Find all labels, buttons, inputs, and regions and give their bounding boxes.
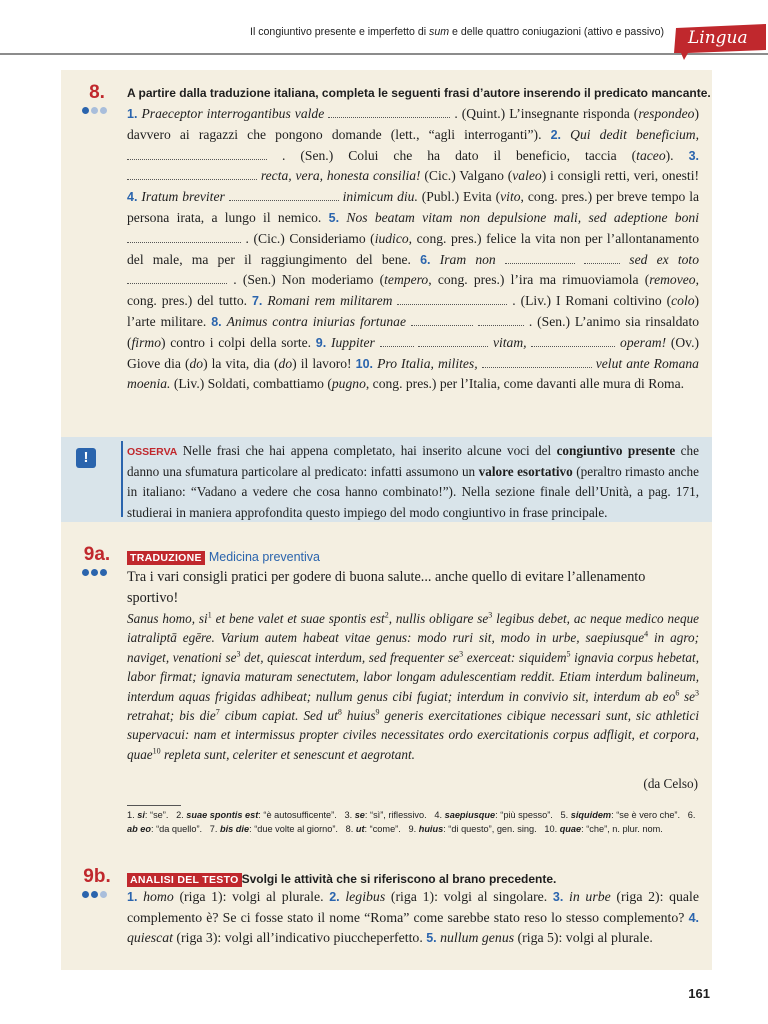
difficulty-dot-filled (100, 569, 107, 576)
answer-blank[interactable] (584, 253, 620, 264)
answer-blank[interactable] (478, 315, 524, 326)
exercise-number-9b: 9b. (83, 866, 111, 887)
page-number: 161 (688, 986, 710, 1001)
answer-blank[interactable] (505, 253, 575, 264)
osserva-text: OSSERVA Nelle frasi che hai appena completato, hai inserito alcune voci del congiuntivo presente che danno una sfumatura particolare al predicato: infatti assumono un valore esortativo (peraltro rimasto anche in italiano: “Vadano a vedere che cosa hanno combinato!”). Nella sezione finale dell’Unità, a pag. 171, studierai in maniera approfondita questo impiego del modo congiuntivo in frase principale. (127, 443, 699, 520)
difficulty-dot-empty (100, 107, 107, 114)
answer-blank[interactable] (127, 149, 267, 160)
exercise-9a-intro: Tra i vari consigli pratici per godere di buona salute... anche quello di evitare l’allenamento sportivo! (127, 569, 646, 606)
latin-passage: Sanus homo, $si^1$ et bene valet et suae spontis est$^2$, nullis obligare $se^3$ legibus debet, ac neque medico neque iatraliptā egēre. Varium autem habeat vitae genus: modo ruri sit, modo in urbe, saepiusque$^4$ in agro; naviget, venationi $se^3$ det, quiescat interdum, sed frequenter $se^3$ exerceat: siquidem$^5$ ignavia corpus hebetat, labor firmat; ignavia maturam senectutem, labor longam adulescentiam reddit. Etiam interdum balineum, interdum aquas frigidas adhibeat; nullum genus cibi fugiat; interdum in convivio sit, interdum ab $eo^6$ $se^3$ retrahat; bis die$^7$ cibum capiat. Sed $ut^8$ huius$^9$ generis exercitationes cibique necessari sunt, sic athletici supervacui: nam et intermissus propter civiles necessitates ordo exercitationis corpus adfligit, et corpora, quae$^{10}$ repleta sunt, celeriter et senescunt et aegrotant. (127, 610, 700, 762)
difficulty-dot-empty (91, 107, 98, 114)
answer-blank[interactable] (127, 232, 241, 243)
answer-blank[interactable] (127, 169, 257, 180)
difficulty-dot-filled (82, 891, 89, 898)
difficulty-dot-filled (82, 569, 89, 576)
answer-blank[interactable] (397, 294, 507, 305)
exercise-number-9a: 9a. (83, 544, 111, 565)
answer-blank[interactable] (127, 273, 227, 284)
passage-source: (da Celso) (643, 776, 698, 791)
answer-blank[interactable] (328, 107, 450, 118)
footnotes: 1. si: “se”. 2. suae spontis est: “è autosufficente”. 3. se: “sì”, riflessivo. 4. saepiusque: “più spesso”. 5. siquidem: “se è vero che”. 6. ab eo: “da quello”. 7. bis die: “due volte al giorno”. 8. ut: “come”. 9. huius: “di questo”, gen. sing. 10. quae: “che”, n. plur. nom. (127, 810, 696, 834)
difficulty-dots (82, 885, 109, 903)
difficulty-dot-filled (91, 569, 98, 576)
exercise-9a-title: Medicina preventiva (208, 550, 321, 564)
header-rule (0, 53, 768, 55)
answer-blank[interactable] (531, 336, 615, 347)
exercise-8-title: A partire dalla traduzione italiana, completa le seguenti frasi d’autore inserendo il predicato mancante. (127, 86, 711, 100)
exercise-9b-heading (127, 870, 556, 888)
exercise-9a-heading (127, 548, 320, 566)
exercise-9b-questions: 1. homo (riga 1): volgi al plurale. 2. legibus (riga 1): volgi al singolare. 3. in urbe (riga 2): quale complemento è? Se ci fosse stato il nome “Roma” come sarebbe stato reso lo stesso complemento? 4. quiescat (riga 3): volgi all’indicativo piuccheperfetto. 5. nullum genus (riga 5): volgi al plurale. (127, 889, 699, 946)
answer-blank[interactable] (229, 190, 339, 201)
difficulty-dot-filled (91, 891, 98, 898)
translation-tag: TRADUZIONE (127, 551, 205, 565)
text-analysis-tag: ANALISI DEL TESTO (127, 873, 242, 887)
answer-blank[interactable] (418, 336, 488, 347)
difficulty-dot-filled (82, 107, 89, 114)
lingua-section-tab (670, 22, 768, 62)
running-head: Il congiuntivo presente e imperfetto di sum e delle quattro coniugazioni (attivo e passivo) (250, 26, 664, 38)
tab-label: Lingua (688, 28, 748, 48)
answer-blank[interactable] (380, 336, 414, 347)
difficulty-dots (82, 101, 109, 119)
exercise-number-8: 8. (89, 82, 105, 103)
difficulty-dot-empty (100, 891, 107, 898)
answer-blank[interactable] (411, 315, 473, 326)
exclamation-icon: ! (76, 448, 96, 468)
exercise-9b-title: Svolgi le attività che si riferiscono al brano precedente. (241, 872, 557, 886)
osserva-side-bar (121, 441, 123, 517)
exercise-8-sentences: 1. Praeceptor interrogantibus valde . (Quint.) L’insegnante risponda (respondeo) davvero ai ragazzi che pongono domande (lett., “agli interroganti”). 2. Qui dedit beneficium, . (Sen.) Colui che ha dato il beneficio, taccia (taceo). 3. recta, vera, honesta consilia! (Cic.) Valgano (valeo) i consigli retti, veri, onesti! 4. Iratum breviter inimicum diu. (Publ.) Evita (vito, cong. pres.) per breve tempo la persona irata, a lungo il nemico. 5. Nos beatam vitam non depulsione mali, sed adeptione boni . (Cic.) Consideriamo (iudico, cong. pres.) felice la vita non per l’allontanamento del male, ma per il raggiungimento del bene. 6. Iram non sed ex toto . (Sen.) Non moderiamo (tempero, cong. pres.) l’ira ma rimuoviamola (removeo, cong. pres.) del tutto. 7. Romani rem militarem . (Liv.) I Romani coltivino (colo) l’arte militare. 8. Animus contra iniurias fortunae . (Sen.) L’animo sia rinsaldato (firmo) contro i colpi della sorte. 9. Iuppiter vitam, operam! (Ov.) Giove dia (do) la vita, dia (do) il lavoro! 10. Pro Italia, milites, velut ante Romana moenia. (Liv.) Soldati, combattiamo (pugno, cong. pres.) per l’Italia, come davanti alle mura di Roma. (127, 106, 700, 392)
difficulty-dots (82, 563, 109, 581)
answer-blank[interactable] (482, 357, 592, 368)
footnote-rule (127, 805, 181, 806)
